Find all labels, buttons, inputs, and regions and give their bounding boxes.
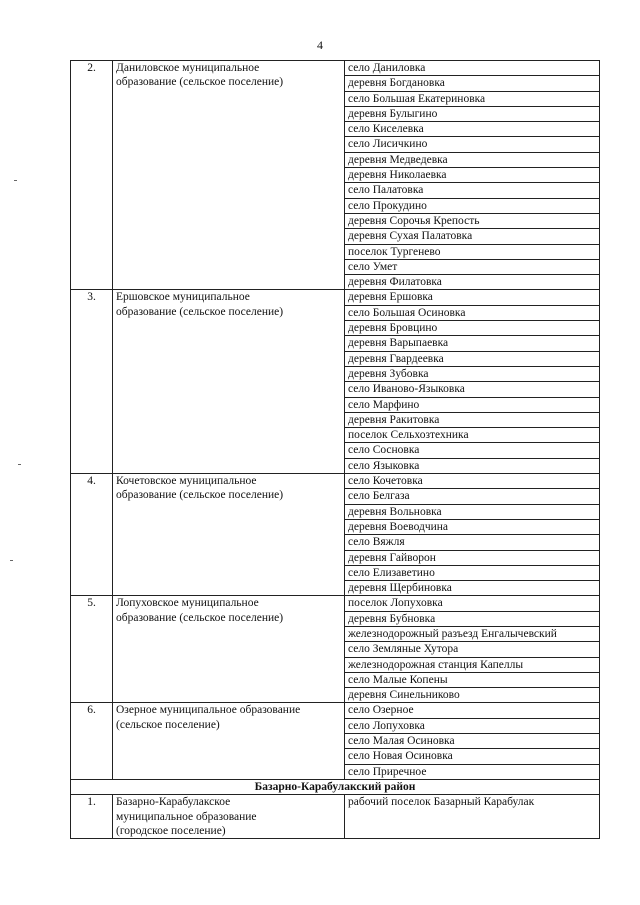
settlement-cell: село Киселевка (345, 122, 600, 137)
settlement-cell: деревня Богдановка (345, 76, 600, 91)
settlement-cell: село Озерное (345, 703, 600, 718)
row-number: 2. (71, 61, 113, 290)
row-number: 5. (71, 596, 113, 703)
settlement-cell: село Даниловка (345, 61, 600, 76)
row-number: 6. (71, 703, 113, 779)
settlement-cell: деревня Воеводчина (345, 519, 600, 534)
settlement-cell: село Большая Екатериновка (345, 91, 600, 106)
table-row (71, 61, 600, 76)
settlement-cell: село Белгаза (345, 489, 600, 504)
settlement-cell: село Марфино (345, 397, 600, 412)
row-number: 1. (71, 795, 113, 839)
table-row (71, 474, 600, 489)
row-number: 4. (71, 474, 113, 596)
municipality-name: Озерное муниципальное образование (сельское поселение) (113, 703, 345, 779)
settlement-cell: деревня Филатовка (345, 275, 600, 290)
municipality-name: Базарно-Карабулакское муниципальное образование (городское поселение) (113, 795, 345, 839)
table-row (71, 795, 600, 839)
settlement-cell: село Языковка (345, 458, 600, 473)
settlement-cell: село Большая Осиновка (345, 305, 600, 320)
settlement-cell: село Вяжля (345, 535, 600, 550)
settlement-cell: село Умет (345, 259, 600, 274)
scan-mark (18, 464, 21, 465)
table-row (71, 596, 600, 611)
page-number: 4 (317, 38, 323, 52)
settlement-cell: деревня Бровцино (345, 321, 600, 336)
settlement-cell: село Малые Копены (345, 672, 600, 687)
settlement-cell: деревня Ершовка (345, 290, 600, 305)
settlement-cell: деревня Медведевка (345, 152, 600, 167)
settlement-cell: деревня Зубовка (345, 366, 600, 381)
settlement-cell: деревня Вольновка (345, 504, 600, 519)
settlement-cell: поселок Тургенево (345, 244, 600, 259)
settlement-cell: село Новая Осиновка (345, 749, 600, 764)
municipality-name: Ершовское муниципальное образование (сельское поселение) (113, 290, 345, 474)
municipality-name: Даниловское муниципальное образование (сельское поселение) (113, 61, 345, 290)
settlement-cell: село Сосновка (345, 443, 600, 458)
district-heading: Базарно-Карабулакский район (71, 779, 600, 794)
scan-mark (10, 560, 13, 561)
district-row (71, 779, 600, 794)
municipality-name: Кочетовское муниципальное образование (сельское поселение) (113, 474, 345, 596)
settlement-cell: деревня Сорочья Крепость (345, 213, 600, 228)
settlement-cell: железнодорожная станция Капеллы (345, 657, 600, 672)
settlement-cell: деревня Варыпаевка (345, 336, 600, 351)
settlement-cell: рабочий поселок Базарный Карабулак (345, 795, 600, 839)
settlement-cell: село Прокудино (345, 198, 600, 213)
settlement-cell: деревня Щербиновка (345, 581, 600, 596)
table-row (71, 703, 600, 718)
settlement-cell: поселок Лопуховка (345, 596, 600, 611)
settlement-cell: село Палатовка (345, 183, 600, 198)
settlement-cell: деревня Сухая Палатовка (345, 229, 600, 244)
settlement-cell: деревня Булыгино (345, 106, 600, 121)
settlement-cell: деревня Гвардеевка (345, 351, 600, 366)
settlement-cell: поселок Сельхозтехника (345, 428, 600, 443)
settlement-cell: деревня Гайворон (345, 550, 600, 565)
settlement-cell: село Иваново-Языковка (345, 382, 600, 397)
settlement-cell: село Кочетовка (345, 474, 600, 489)
settlement-cell: деревня Синельниково (345, 688, 600, 703)
settlement-cell: железнодорожный разъезд Енгалычевский (345, 626, 600, 641)
settlement-cell: село Приречное (345, 764, 600, 779)
settlement-cell: село Елизаветино (345, 565, 600, 580)
settlement-cell: село Малая Осиновка (345, 734, 600, 749)
settlement-cell: село Лисичкино (345, 137, 600, 152)
settlement-cell: село Лопуховка (345, 718, 600, 733)
settlement-cell: деревня Ракитовка (345, 412, 600, 427)
settlement-cell: деревня Бубновка (345, 611, 600, 626)
settlements-table (70, 60, 600, 839)
scan-mark (14, 180, 17, 181)
row-number: 3. (71, 290, 113, 474)
settlement-cell: село Земляные Хутора (345, 642, 600, 657)
table-row (71, 290, 600, 305)
municipality-name: Лопуховское муниципальное образование (сельское поселение) (113, 596, 345, 703)
settlement-cell: деревня Николаевка (345, 168, 600, 183)
